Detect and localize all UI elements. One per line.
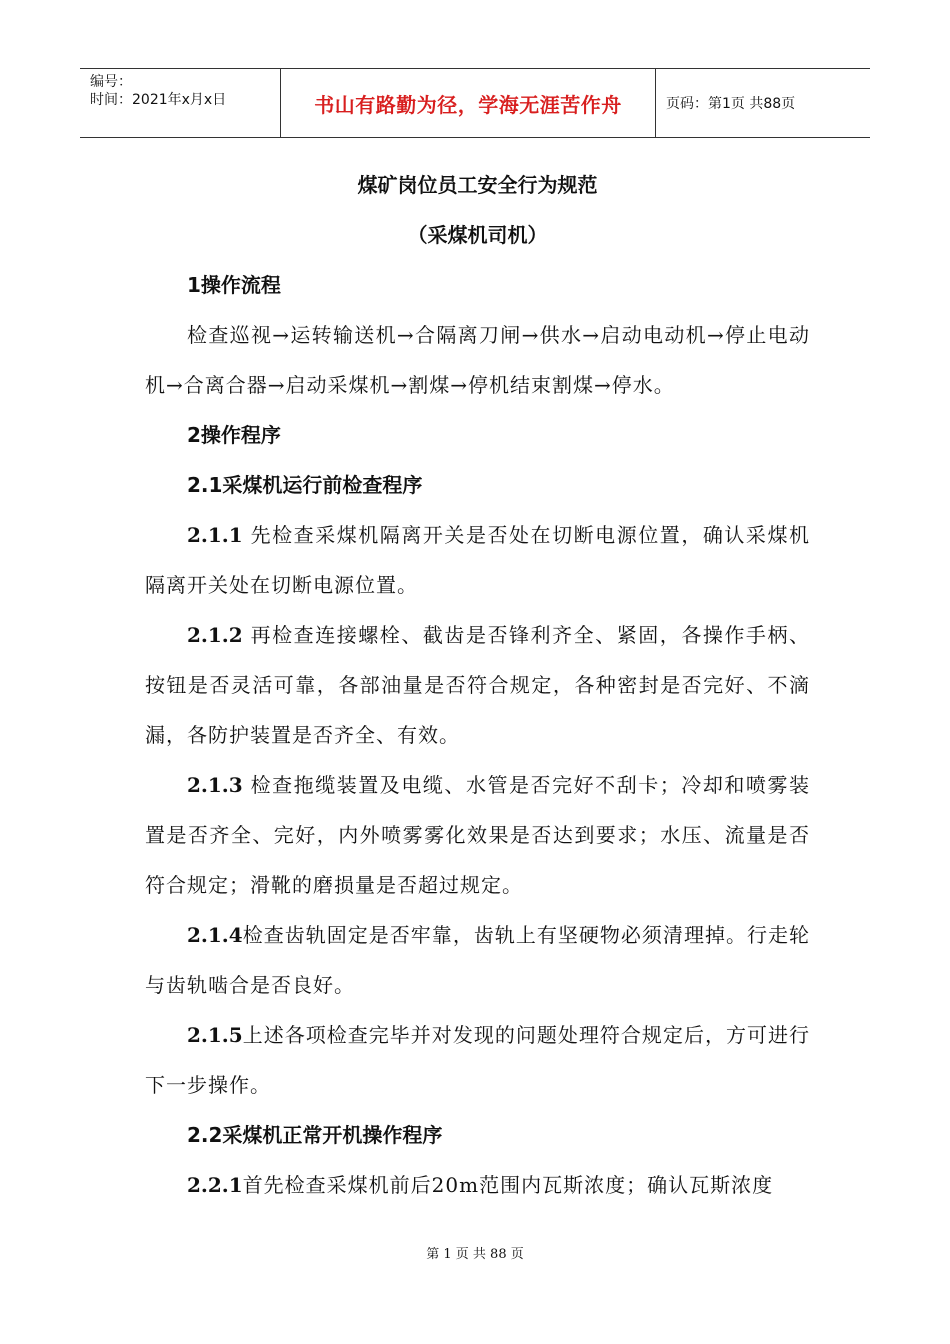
item-number: 2.1.5 (187, 1023, 243, 1047)
document-subtitle: （采煤机司机） (407, 223, 548, 247)
item-text: 首先检查采煤机前后20m范围内瓦斯浓度；确认瓦斯浓度 (242, 1173, 774, 1197)
item-text: 再检查连接螺栓、截齿是否锋利齐全、紧固，各操作手柄、按钮是否灵活可靠，各部油量是否符合规定，各种密封是否完好、不滴漏，各防护装置是否齐全、有效。 (145, 623, 810, 747)
header-page-info: 页码：第1页 共88页 (666, 96, 796, 112)
flow-paragraph: 检查巡视→运转输送机→合隔离刀闸→供水→启动电动机→停止电动机→合离合器→启动采煤机→割煤→停机结束割煤→停水。 (145, 323, 810, 397)
header-motto: 书山有路勤为径，学海无涯苦作舟 (280, 69, 656, 137)
document-body (145, 160, 810, 1210)
section-heading-2-2: 2.2采煤机正常开机操作程序 (187, 1123, 443, 1147)
document-title: 煤矿岗位员工安全行为规范 (357, 173, 598, 197)
page-footer: 第 1 页 共 88 页 (426, 1247, 524, 1262)
item-number: 2.2.1 (187, 1173, 243, 1197)
item-2-1-2 (145, 610, 810, 760)
item-number: 2.1.4 (187, 923, 243, 947)
time-label: 时间：2021年x月x日 (90, 92, 227, 108)
item-2-1-4 (145, 910, 810, 1010)
item-2-1-3 (145, 760, 810, 910)
section-heading-2: 2操作程序 (187, 423, 281, 447)
page-header (80, 68, 870, 138)
item-text: 先检查采煤机隔离开关是否处在切断电源位置，确认采煤机隔离开关处在切断电源位置。 (145, 523, 810, 597)
section-heading-1: 1操作流程 (187, 273, 281, 297)
item-2-2-1 (145, 1160, 810, 1210)
item-text: 上述各项检查完毕并对发现的问题处理符合规定后，方可进行下一步操作。 (145, 1023, 810, 1097)
item-2-1-5 (145, 1010, 810, 1110)
header-meta (80, 69, 280, 137)
code-label: 编号： (90, 74, 132, 90)
item-number: 2.1.2 (187, 623, 243, 647)
item-number: 2.1.1 (187, 523, 243, 547)
item-text: 检查齿轨固定是否牢靠，齿轨上有坚硬物必须清理掉。行走轮与齿轨啮合是否良好。 (145, 923, 810, 997)
section-heading-2-1: 2.1采煤机运行前检查程序 (187, 473, 423, 497)
item-2-1-1 (145, 510, 810, 610)
item-text: 检查拖缆装置及电缆、水管是否完好不刮卡；冷却和喷雾装置是否齐全、完好，内外喷雾雾化效果是否达到要求；水压、流量是否符合规定；滑靴的磨损量是否超过规定。 (145, 773, 810, 897)
item-number: 2.1.3 (187, 773, 243, 797)
